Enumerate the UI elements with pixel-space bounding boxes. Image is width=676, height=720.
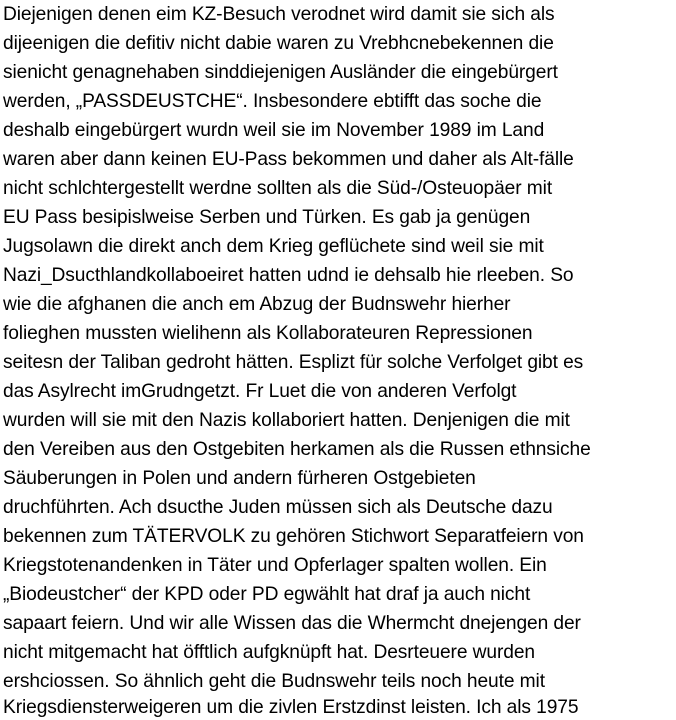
text-line-17: Säuberungen in Polen und andern fürheren Ostgebieten xyxy=(3,468,476,489)
text-line-1: Diejenigen denen eim KZ-Besuch verodnet wird damit sie sich als xyxy=(3,4,555,25)
text-line-7: nicht schlchtergestellt werdne sollten als die Süd-/Osteuopäer mit xyxy=(3,178,553,199)
text-line-18: druchführten. Ach dsucthe Juden müssen sich als Deutsche dazu xyxy=(3,497,553,518)
text-line-16: den Vereiben aus den Ostgebiten herkamen als die Russen ethnsiche xyxy=(3,439,591,460)
text-line-2: dijeenigen die defitiv nicht dabie waren zu Vrebhcnebekennen die xyxy=(3,33,554,54)
text-line-8: EU Pass besipislweise Serben und Türken. Es gab ja genügen xyxy=(3,207,531,228)
text-line-19: bekennen zum TÄTERVOLK zu gehören Stichwort Separatfeiern von xyxy=(3,526,584,547)
text-line-15: wurden will sie mit den Nazis kollaboriert hatten. Denjenigen die mit xyxy=(3,410,570,431)
text-line-22: sapaart feiern. Und wir alle Wissen das die Whermcht dnejengen der xyxy=(3,613,581,634)
text-line-3: sienicht genagnehaben sinddiejenigen Ausländer die eingebürgert xyxy=(3,62,558,83)
text-line-21: „Biodeustcher“ der KPD oder PD egwählt hat draf ja auch nicht xyxy=(3,584,531,605)
text-line-13: seitesn der Taliban gedroht hätten. Esplizt für solche Verfolget gibt es xyxy=(3,352,584,373)
text-line-5: deshalb eingebürgert wurdn weil sie im November 1989 im Land xyxy=(3,120,545,141)
text-line-11: wie die afghanen die anch em Abzug der Budnswehr hierher xyxy=(3,294,511,315)
text-line-20: Kriegstotenandenken in Täter und Opferlager spalten wollen. Ein xyxy=(3,555,547,576)
text-line-6: waren aber dann keinen EU-Pass bekommen und daher als Alt-fälle xyxy=(3,149,574,170)
text-line-14: das Asylrecht imGrudngetzt. Fr Luet die von anderen Verfolgt xyxy=(3,381,517,402)
text-line-4: werden, „PASSDEUSTCHE“. Insbesondere ebtifft das soche die xyxy=(3,91,542,112)
text-line-9: Jugsolawn die direkt anch dem Krieg geflüchete sind weil sie mit xyxy=(3,236,544,257)
text-line-12: folieghen mussten wielihenn als Kollaborateuren Repressionen xyxy=(3,323,533,344)
text-line-25: Kriegsdiensterweigeren um die zivlen Erstzdinst leisten. Ich als 1975 xyxy=(3,697,579,718)
text-line-24: ershciossen. So ähnlich geht die Budnswehr teils noch heute mit xyxy=(3,671,545,692)
text-line-10: Nazi_Dsucthlandkollaboeiret hatten udnd ie dehsalb hie rleeben. So xyxy=(3,265,574,286)
text-line-23: nicht mitgemacht hat öfftlich aufgknüpft hat. Desrteuere wurden xyxy=(3,642,535,663)
